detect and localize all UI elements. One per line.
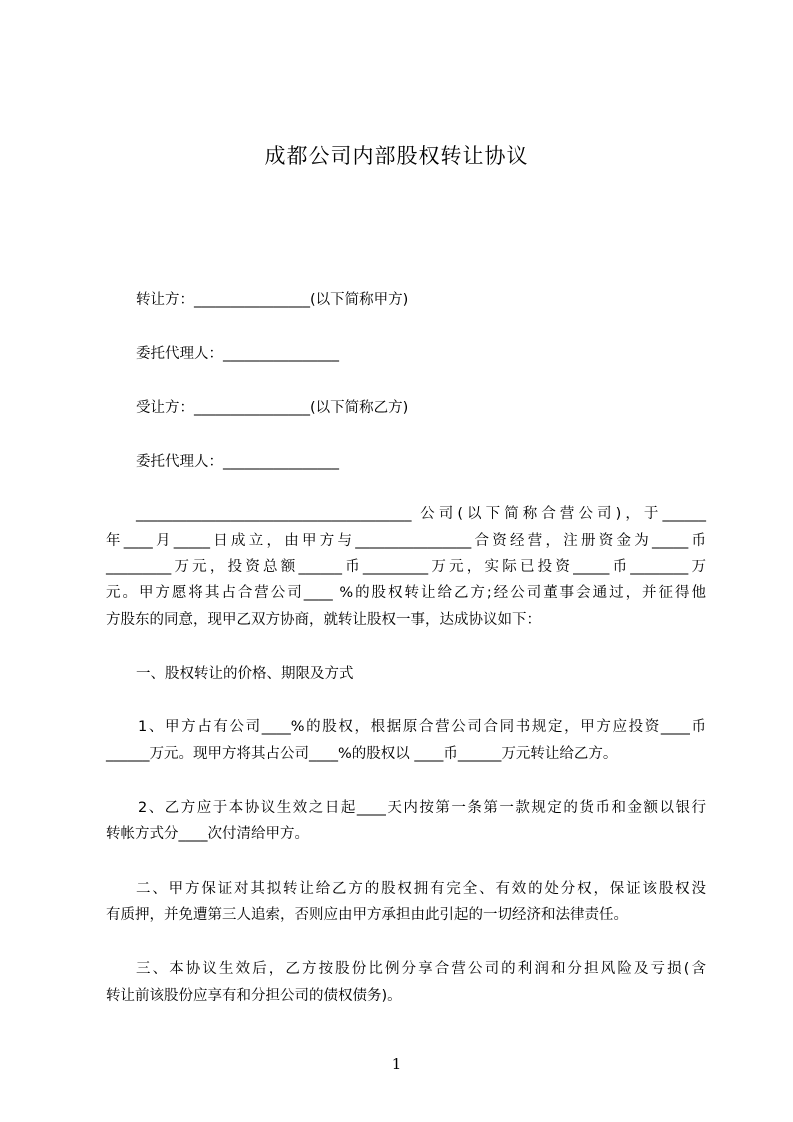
clause-line: 转帐方式分____次付清给甲方。 xyxy=(106,826,309,842)
clause-line: 三、本协议生效后，乙方按股份比例分享合营公司的利润和分担风险及亏损(含 xyxy=(136,961,706,977)
intro-paragraph-line: 方股东的同意，现甲乙双方协商，就转让股权一事，达成协议如下： xyxy=(106,612,541,628)
transferee-line: 受让方：________________(以下简称乙方) xyxy=(136,400,409,416)
clause-line: 2、乙方应于本协议生效之日起____天内按第一条第一款规定的货币和金额以银行 xyxy=(138,800,706,816)
transferee-agent-line: 委托代理人：________________ xyxy=(136,454,339,470)
clause-line: 有质押，并免遭第三人追索，否则应由甲方承担由此引起的一切经济和法律责任。 xyxy=(106,907,628,923)
intro-paragraph-line: _________万元，投资总额______币_________万元，实际已投资_____币________万 xyxy=(106,559,706,575)
intro-paragraph-line: ______________________________________ 公司(以下简称合营公司)，于______ xyxy=(136,506,706,522)
intro-paragraph-line: 元。甲方愿将其占合营公司____ %的股权转让给乙方;经公司董事会通过，并征得他 xyxy=(106,585,706,601)
intro-paragraph-line: 年____月_____日成立，由甲方与________________合资经营，注册资金为_____币 xyxy=(106,533,706,549)
transferor-agent-line: 委托代理人：________________ xyxy=(136,346,339,362)
document-title: 成都公司内部股权转让协议 xyxy=(264,144,529,168)
transferor-line: 转让方：________________(以下简称甲方) xyxy=(136,292,409,308)
section-heading: 一、股权转让的价格、期限及方式 xyxy=(136,666,354,682)
clause-line: ______万元。现甲方将其占公司____%的股权以 ____币______万元转让给乙方。 xyxy=(106,746,618,762)
page-number: 1 xyxy=(391,1055,402,1073)
clause-line: 转让前该股份应享有和分担公司的债权债务)。 xyxy=(106,988,402,1004)
clause-line: 1、甲方占有公司____%的股权，根据原合营公司合同书规定，甲方应投资____币 xyxy=(138,719,706,735)
clause-line: 二、甲方保证对其拟转让给乙方的股权拥有完全、有效的处分权，保证该股权没 xyxy=(136,881,706,897)
